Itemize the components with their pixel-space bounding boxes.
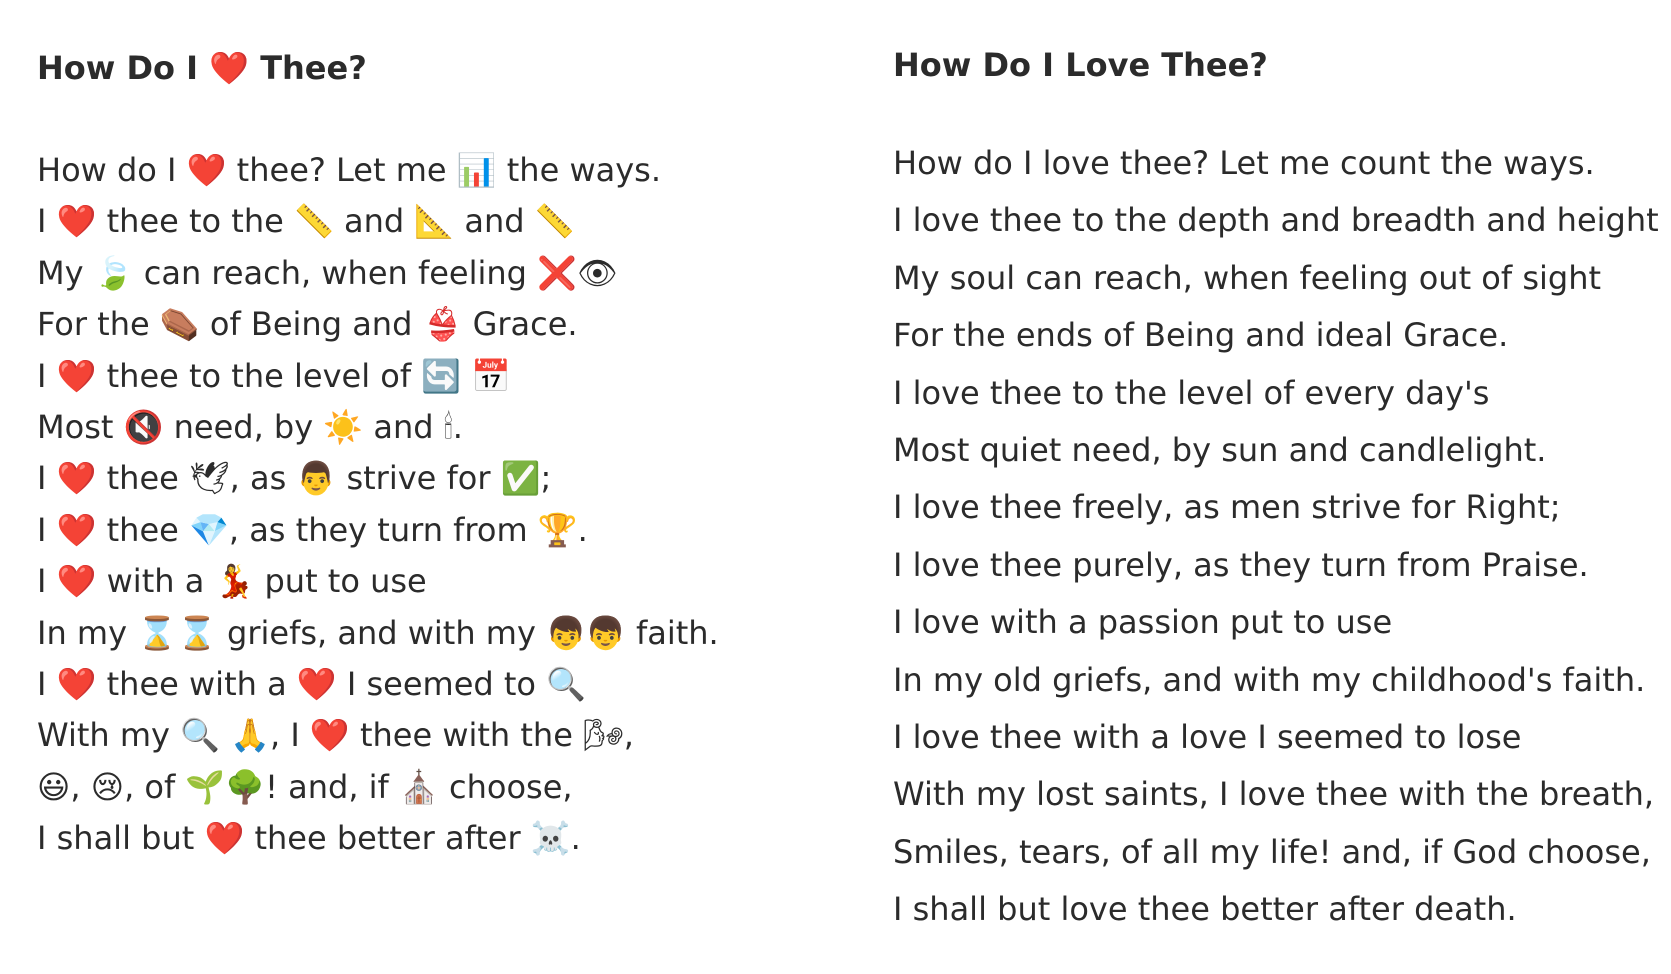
emoji-poem-line: In my ⌛⌛ griefs, and with my 👦👦 faith. — [37, 613, 719, 652]
text-poem-line: In my old griefs, and with my childhood's faith. — [893, 660, 1646, 699]
emoji-poem-line: I ❤️ thee to the level of 🔄 📅 — [37, 356, 512, 395]
emoji-poem-line: I ❤️ thee 💎, as they turn from 🏆. — [37, 510, 588, 549]
text-poem-line: Smiles, tears, of all my life! and, if God choose, — [893, 832, 1651, 871]
text-poem-line: How do I love thee? Let me count the ways. — [893, 144, 1595, 182]
text-poem-line: With my lost saints, I love thee with the breath, — [893, 775, 1655, 814]
emoji-poem-line: With my 🔍 🙏, I ❤️ thee with the 🌬, — [37, 716, 634, 755]
emoji-poem-line: I ❤️ with a 💃 put to use — [37, 562, 427, 601]
text-poem-line: For the ends of Being and ideal Grace. — [893, 316, 1509, 355]
text-poem-line: I love thee to the level of every day's — [893, 373, 1490, 412]
emoji-poem-line: I ❤️ thee 🕊, as 👨 strive for ✅; — [37, 459, 552, 498]
text-poem-lines — [893, 143, 1659, 946]
emoji-poem-line: For the ⚰️ of Being and 👙 Grace. — [37, 305, 578, 344]
text-poem-line: I love thee purely, as they turn from Praise. — [893, 545, 1589, 584]
text-poem-line: I shall but love thee better after death. — [893, 890, 1517, 929]
emoji-poem-line: I ❤️ thee with a ❤️ I seemed to 🔍 — [37, 664, 586, 703]
emoji-poem-line: I shall but ❤️ thee better after ☠️. — [37, 819, 581, 858]
text-poem-line: My soul can reach, when feeling out of sight — [893, 258, 1602, 297]
text-poem-line: Most quiet need, by sun and candlelight. — [893, 430, 1547, 469]
emoji-poem-line: 😃, 😢, of 🌱🌳! and, if ⛪ choose, — [37, 767, 573, 806]
emoji-poem-line: How do I ❤️ thee? Let me 📊 the ways. — [37, 151, 661, 189]
emoji-poem-line: Most 🔇 need, by ☀️ and 🕯. — [37, 407, 463, 446]
emoji-poem-line: My 🍃 can reach, when feeling ❌👁 — [37, 253, 618, 292]
emoji-poem-line: I ❤️ thee to the 📏 and 📐 and 📏 — [37, 202, 575, 241]
text-poem-line: I love thee freely, as men strive for Right; — [893, 488, 1561, 527]
emoji-poem-lines — [37, 150, 719, 869]
text-poem-line: I love thee to the depth and breadth and height — [893, 201, 1659, 240]
emoji-poem-title: How Do I ❤️ Thee? — [37, 49, 367, 87]
text-poem-title: How Do I Love Thee? — [893, 46, 1268, 84]
text-poem-line: I love with a passion put to use — [893, 603, 1393, 642]
text-poem-line: I love thee with a love I seemed to lose — [893, 717, 1522, 756]
